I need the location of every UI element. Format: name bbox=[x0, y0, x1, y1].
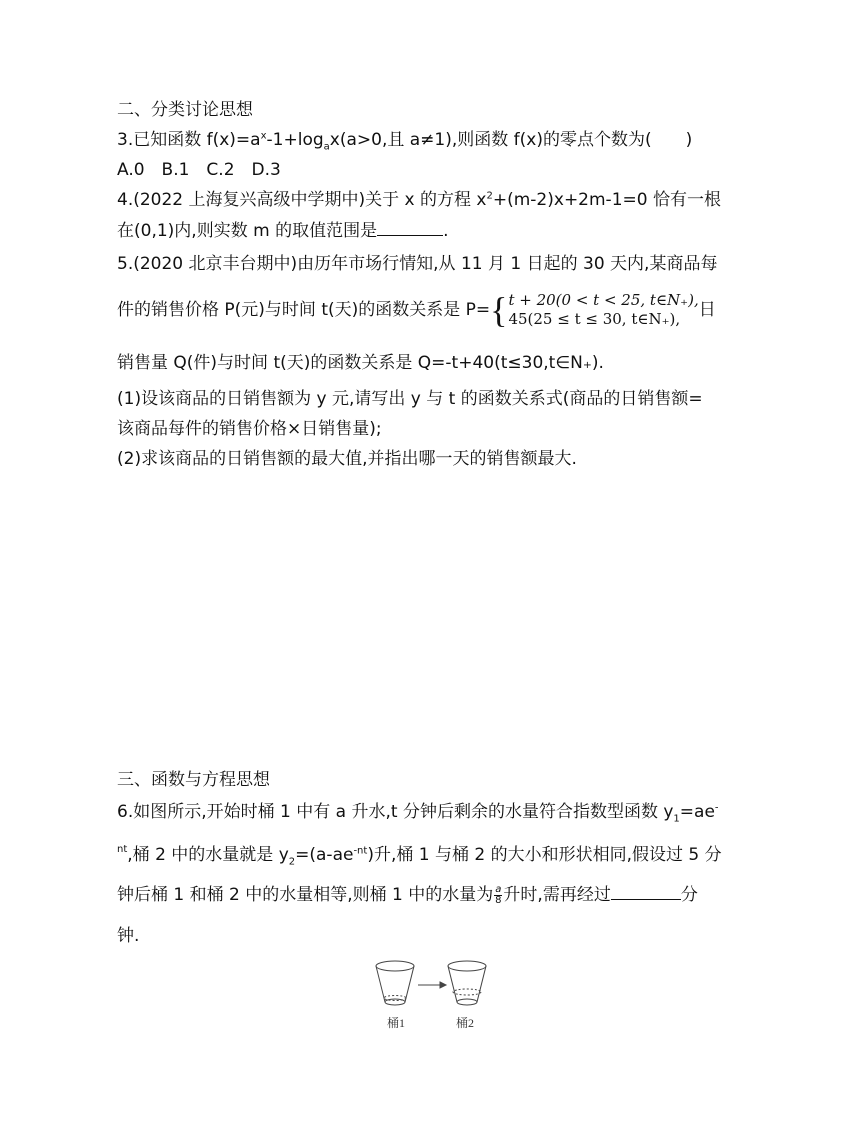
q4-sup: 2 bbox=[486, 190, 493, 202]
answer-blank bbox=[377, 219, 443, 236]
q6-text-a: 6.如图所示,开始时桶 1 中有 a 升水,t 分钟后剩余的水量符合指数型函数 y bbox=[117, 802, 674, 822]
q3-sup: x bbox=[260, 130, 267, 142]
q6-sup-neg-nt: -nt bbox=[353, 845, 368, 857]
bucket-figure bbox=[370, 958, 492, 1032]
fraction-denominator: 8 bbox=[495, 894, 502, 906]
piecewise-brace: { bbox=[490, 290, 508, 330]
bucket-2-label: 桶2 bbox=[456, 1016, 475, 1030]
question-6-line-4: 钟. bbox=[117, 926, 140, 946]
question-5-sub2: (2)求该商品的日销售额的最大值,并指出哪一天的销售额最大. bbox=[117, 449, 577, 469]
q6-sub-1: 1 bbox=[673, 813, 680, 825]
arrow-icon bbox=[418, 982, 446, 988]
bucket-1-icon bbox=[376, 961, 414, 1005]
section-heading-function-equation: 三、函数与方程思想 bbox=[117, 770, 270, 790]
q4-text-b: +(m-2)x+2m-1=0 恰有一根 bbox=[492, 190, 721, 210]
question-6-line-2 bbox=[117, 844, 722, 866]
q6-line2-text-a: ,桶 2 中的水量就是 y bbox=[127, 845, 289, 865]
question-5-sub1-line-1: (1)设该商品的日销售额为 y 元,请写出 y 与 t 的函数关系式(商品的日销售额= bbox=[117, 389, 703, 409]
q6-line3-text-b: 升时,需再经过 bbox=[503, 885, 611, 905]
q5-line2-text: 件的销售价格 P(元)与时间 t(天)的函数关系是 P= bbox=[117, 300, 491, 320]
piecewise-cases bbox=[508, 291, 698, 329]
bucket-2-icon bbox=[448, 961, 486, 1005]
question-5-line-2 bbox=[117, 288, 716, 332]
question-4-line-2 bbox=[117, 219, 448, 242]
q3-text-c: x(a>0,且 a≠1),则函数 f(x)的零点个数为( ) bbox=[329, 130, 693, 150]
question-5-line-1: 5.(2020 北京丰台期中)由历年市场行情知,从 11 月 1 日起的 30 天内,某商品每 bbox=[117, 254, 718, 274]
buckets-illustration bbox=[370, 958, 492, 1018]
answer-blank-q6 bbox=[611, 883, 681, 900]
question-3 bbox=[117, 129, 692, 151]
question-6-line-1 bbox=[117, 801, 719, 823]
q3-text-b: -1+log bbox=[266, 130, 324, 150]
q5-line2-tail: 日 bbox=[698, 300, 716, 320]
fraction-a-over-8 bbox=[494, 885, 502, 906]
question-5-sub1-line-2: 该商品每件的销售价格×日销售量); bbox=[117, 419, 382, 439]
question-5-line-3: 销售量 Q(件)与时间 t(天)的函数关系是 Q=-t+40(t≤30,t∈N₊). bbox=[117, 353, 604, 373]
q6-sub-2: 2 bbox=[288, 856, 296, 868]
q6-text-b: =ae bbox=[679, 802, 715, 822]
fraction-numerator: a bbox=[495, 883, 502, 895]
q6-line3-text-c: 分 bbox=[680, 885, 698, 905]
q4-period: . bbox=[443, 221, 449, 241]
q3-text-a: 3.已知函数 f(x)=a bbox=[117, 130, 261, 150]
piecewise-case-2: 45(25 ≤ t ≤ 30, t∈N₊), bbox=[508, 310, 681, 328]
question-3-options: A.0 B.1 C.2 D.3 bbox=[117, 160, 281, 180]
q6-line2-text-b: =(a-ae bbox=[295, 845, 354, 865]
question-6-line-3 bbox=[117, 883, 698, 906]
question-4-line-1 bbox=[117, 189, 721, 211]
q6-line2-text-c: )升,桶 1 与桶 2 的大小和形状相同,假设过 5 分 bbox=[367, 845, 722, 865]
section-heading-classification: 二、分类讨论思想 bbox=[117, 100, 253, 120]
q6-sup-minus: - bbox=[714, 802, 719, 814]
piecewise-case-1: t + 20(0 < t < 25, t∈N₊), bbox=[508, 291, 699, 309]
bucket-1-label: 桶1 bbox=[387, 1016, 406, 1030]
q6-line3-text-a: 钟后桶 1 和桶 2 中的水量相等,则桶 1 中的水量为 bbox=[117, 885, 494, 905]
q3-sub: a bbox=[323, 141, 330, 153]
q4-text-a: 4.(2022 上海复兴高级中学期中)关于 x 的方程 x bbox=[117, 190, 487, 210]
q4-line2-text: 在(0,1)内,则实数 m 的取值范围是 bbox=[117, 221, 378, 241]
q6-sup-nt: nt bbox=[117, 844, 128, 855]
